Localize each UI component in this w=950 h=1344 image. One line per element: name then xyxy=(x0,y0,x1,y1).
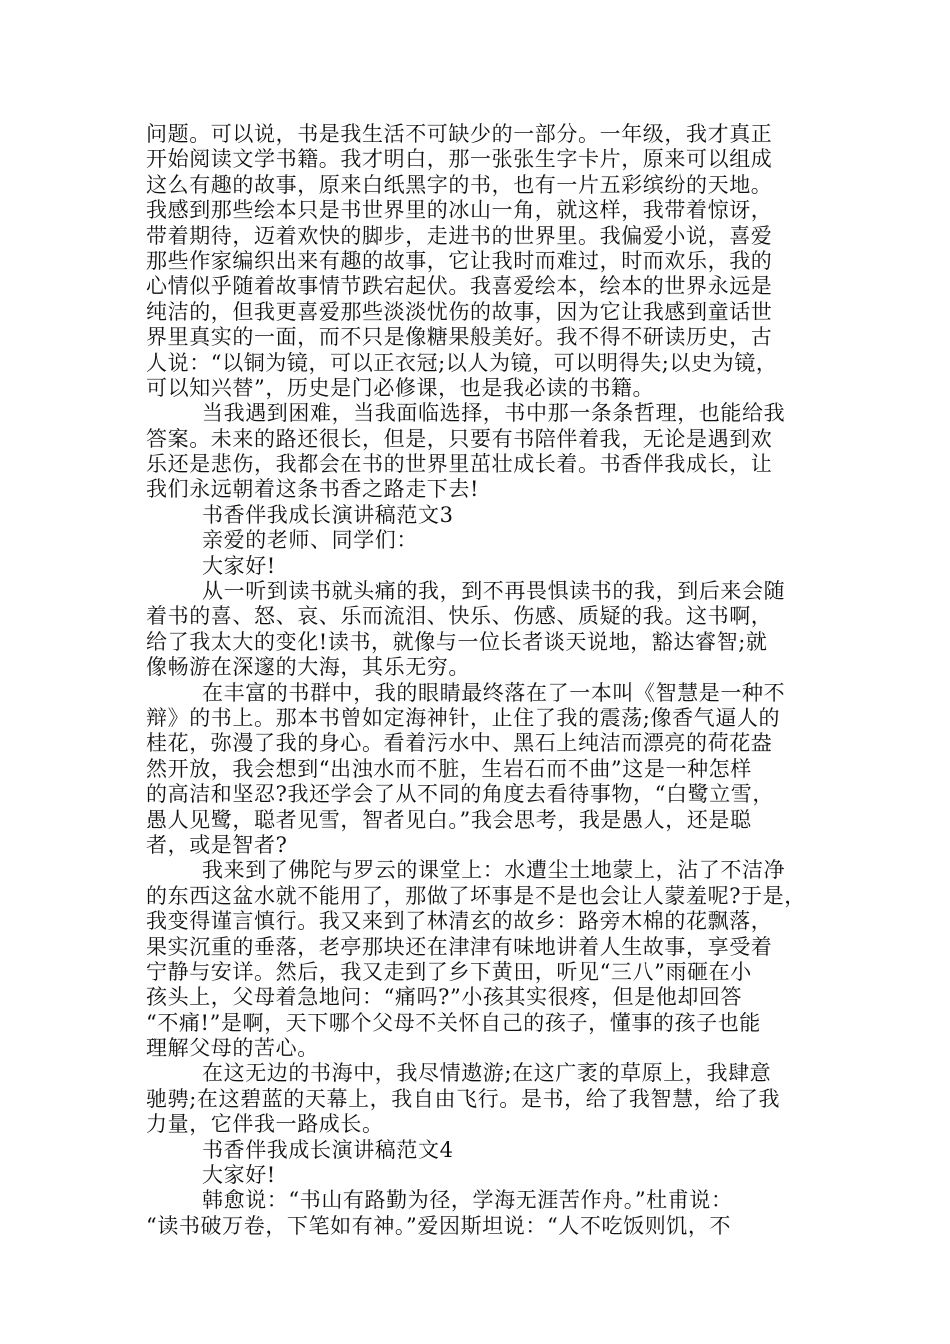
text-line: 人说：“以铜为镜，可以正衣冠;以人为镜，可以明得失;以史为镜， xyxy=(146,350,778,375)
text-line: 答案。未来的路还很长，但是，只要有书陪伴着我，无论是遇到欢 xyxy=(146,426,773,451)
text-line: 我感到那些绘本只是书世界里的冰山一角，就这样，我带着惊讶， xyxy=(146,198,773,223)
text-line: 心情似乎随着故事情节跌宕起伏。我喜爱绘本，绘本的世界永远是 xyxy=(146,274,773,299)
text-line: 开始阅读文学书籍。我才明白，那一张张生字卡片，原来可以组成 xyxy=(146,147,773,172)
text-line: 力量，它伴我一路成长。 xyxy=(146,1112,384,1137)
text-line: 果实沉重的垂落，老亭那块还在津津有味地讲着人生故事，享受着 xyxy=(146,934,773,959)
text-line: 桂花，弥漫了我的身心。看着污水中、黑石上纯洁而漂亮的荷花盎 xyxy=(146,731,773,756)
text-line: 在丰富的书群中，我的眼睛最终落在了一本叫《智慧是一种不 xyxy=(202,680,786,705)
text-line: 书香伴我成长演讲稿范文4 xyxy=(202,1137,454,1162)
text-line: 的东西这盆水就不能用了，那做了坏事是不是也会让人蒙羞呢?于是， xyxy=(146,883,806,908)
text-line: 我变得谨言慎行。我又来到了林清玄的故乡：路旁木棉的花飘落， xyxy=(146,909,773,934)
text-line: 理解父母的苦心。 xyxy=(146,1036,319,1061)
text-line: 大家好! xyxy=(202,553,276,578)
text-line: 辩》的书上。那本书曾如定海神针，止住了我的震荡;像香气逼人的 xyxy=(146,705,781,730)
text-line: 像畅游在深邃的大海，其乐无穷。 xyxy=(146,655,470,680)
text-line: “不痛!”是啊，天下哪个父母不关怀自己的孩子，懂事的孩子也能 xyxy=(146,1010,761,1035)
text-line: 乐还是悲伤，我都会在书的世界里茁壮成长着。书香伴我成长，让 xyxy=(146,452,773,477)
text-line: 从一听到读书就头痛的我，到不再畏惧读书的我，到后来会随 xyxy=(202,579,786,604)
text-line: 纯洁的，但我更喜爱那些淡淡忧伤的故事，因为它让我感到童话世 xyxy=(146,299,773,324)
document-page xyxy=(146,122,810,1239)
text-line: 那些作家编织出来有趣的故事，它让我时而难过，时而欢乐，我的 xyxy=(146,248,773,273)
text-line: 我们永远朝着这条书香之路走下去! xyxy=(146,477,480,502)
text-line: 宁静与安详。然后，我又走到了乡下黄田，听见“三八”雨砸在小 xyxy=(146,959,752,984)
text-line: 韩愈说：“书山有路勤为径，学海无涯苦作舟。”杜甫说： xyxy=(202,1188,733,1213)
text-line: 大家好! xyxy=(202,1163,276,1188)
text-line: 孩头上，父母着急地问：“痛吗?”小孩其实很疼，但是他却回答 xyxy=(146,985,743,1010)
text-line: 当我遇到困难，当我面临选择，书中那一条条哲理，也能给我 xyxy=(202,401,786,426)
text-line: 这么有趣的故事，原来白纸黑字的书，也有一片五彩缤纷的天地。 xyxy=(146,172,773,197)
text-line: 书香伴我成长演讲稿范文3 xyxy=(202,502,454,527)
text-line: 可以知兴替”，历史是门必修课，也是我必读的书籍。 xyxy=(146,375,655,400)
text-line: 者，或是智者? xyxy=(146,832,288,857)
text-line: 驰骋;在这碧蓝的天幕上，我自由飞行。是书，给了我智慧，给了我 xyxy=(146,1086,781,1111)
text-line: 问题。可以说，书是我生活不可缺少的一部分。一年级，我才真正 xyxy=(146,122,773,146)
text-line: “读书破万卷，下笔如有神。”爱因斯坦说：“人不吃饭则饥，不 xyxy=(146,1213,732,1238)
text-line: 的高洁和坚忍?我还学会了从不同的角度去看待事物，“白鹭立雪， xyxy=(146,782,774,807)
text-line: 亲爱的老师、同学们： xyxy=(202,528,418,553)
text-line: 我来到了佛陀与罗云的课堂上：水遭尘土地蒙上，沾了不洁净 xyxy=(202,858,786,883)
text-line: 带着期待，迈着欢快的脚步，走进书的世界里。我偏爱小说，喜爱 xyxy=(146,223,773,248)
text-line: 然开放，我会想到“出浊水而不脏，生岩石而不曲”这是一种怎样 xyxy=(146,756,752,781)
text-line: 着书的喜、怒、哀、乐而流泪、快乐、伤感、质疑的我。这书啊， xyxy=(146,604,773,629)
text-line: 在这无边的书海中，我尽情遨游;在这广袤的草原上，我肆意 xyxy=(202,1061,772,1086)
text-line: 给了我太大的变化!读书，就像与一位长者谈天说地，豁达睿智;就 xyxy=(146,629,768,654)
text-line: 愚人见鹭，聪者见雪，智者见白。”我会思考，我是愚人，还是聪 xyxy=(146,807,752,832)
text-line: 界里真实的一面，而不只是像糖果般美好。我不得不研读历史，古 xyxy=(146,325,773,350)
